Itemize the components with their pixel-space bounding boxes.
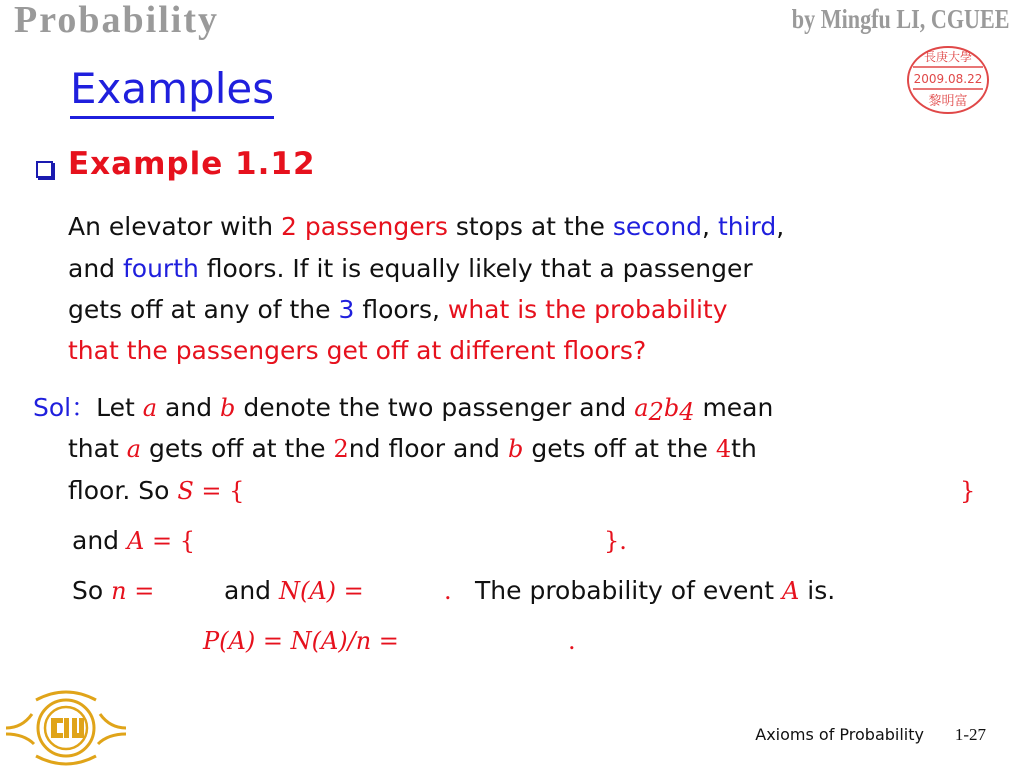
slide-title: Examples xyxy=(70,62,274,119)
footer-chapter: Axioms of Probability xyxy=(755,725,924,744)
square-bullet-icon xyxy=(36,161,53,178)
solution-line-1: Sol：Let a and b denote the two passenger and $a_2b_4$ mean xyxy=(33,393,774,426)
solution-line-5c: The probability of event A is. xyxy=(475,576,836,605)
example-label: Example 1.12 xyxy=(68,146,316,182)
problem-line-4: that the passengers get off at different floors? xyxy=(68,336,647,365)
set-S-close-brace: } xyxy=(960,477,976,505)
set-A-close-brace: }. xyxy=(604,527,627,555)
author-seal-stamp xyxy=(905,44,991,116)
formula-period: . xyxy=(568,627,576,655)
problem-line-2: and fourth floors. If it is equally likely that a passenger xyxy=(68,254,753,283)
header-subject: Probability xyxy=(14,0,219,41)
sol-label: Sol xyxy=(33,393,72,422)
solution-line-5b: and N(A) = xyxy=(224,576,364,605)
header-author: by Mingfu LI, CGUEE xyxy=(792,4,1010,34)
probability-formula: P(A) = N(A)/n = xyxy=(203,627,399,655)
solution-line-2: that a gets off at the 2nd floor and b gets off at the 4th xyxy=(68,434,757,463)
problem-line-1: An elevator with 2 passengers stops at the second, third, xyxy=(68,212,785,241)
problem-line-3: gets off at any of the 3 floors, what is the probability xyxy=(68,295,728,324)
seal-line-1: 長庚大學 xyxy=(923,50,973,64)
solution-line-5a: So n = xyxy=(72,576,155,605)
seal-line-2: 2009.08.22 xyxy=(913,72,983,86)
solution-line-4: and A = { xyxy=(72,526,195,555)
cgu-logo-icon xyxy=(2,686,130,768)
page-number: 1-27 xyxy=(954,725,986,744)
seal-line-3: 黎明富 xyxy=(928,94,968,109)
solution-line-3: floor. So S = { xyxy=(68,476,245,505)
N-A-period: . xyxy=(444,577,452,605)
